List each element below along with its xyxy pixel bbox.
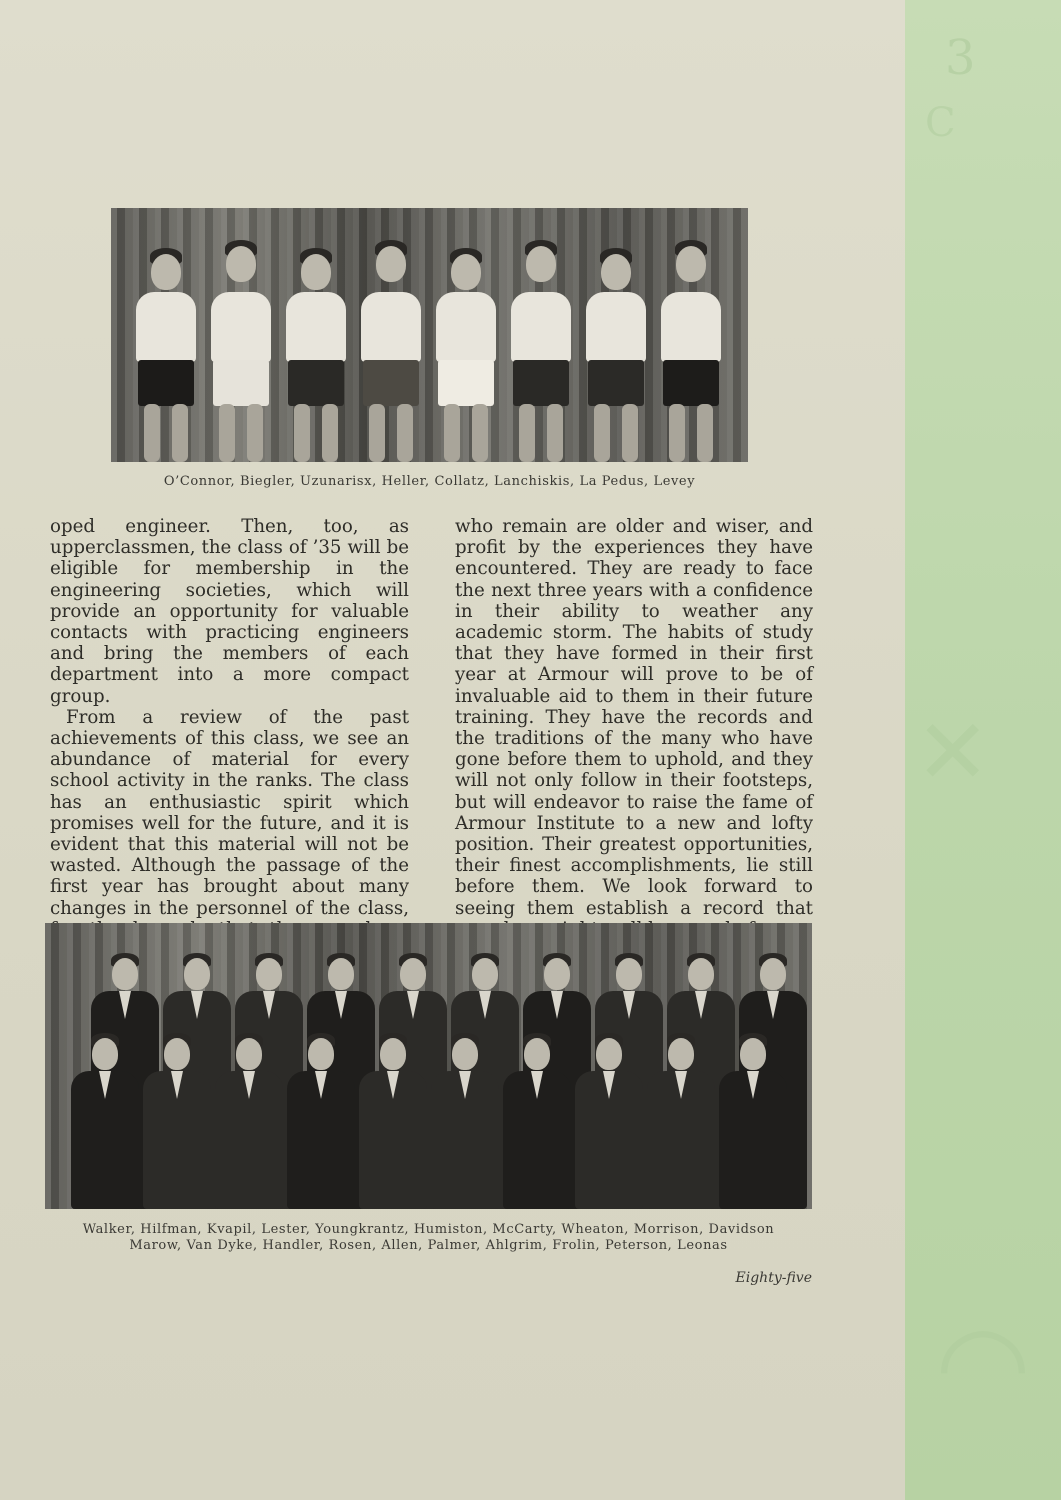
text-column-right xyxy=(455,516,813,940)
decorative-side-strip: 3 C ✕ ◠ xyxy=(905,0,1061,1500)
paragraph: From a review of the past achievements of this class, we see an abundance of material for every school activity in the ranks. The class has an enthusiastic spirit which promises well for the future, and it is evident that this material will not be wasted. Although the passage of the first year has brought about many changes in the personnel of the class, xyxy=(50,706,409,919)
caption-line-1: Walker, Hilfman, Kvapil, Lester, Youngkrantz, Humiston, McCarty, Wheaton, Morrison, Davidson xyxy=(82,1222,775,1237)
class-photo-bottom xyxy=(45,923,812,1209)
caption-line-2: Marow, Van Dyke, Handler, Rosen, Allen, Palmer, Ahlgrim, Frolin, Peterson, Leonas xyxy=(129,1238,728,1253)
page-number: Eighty-five xyxy=(735,1270,812,1286)
paragraph: who remain are older and wiser, and profit by the experiences they have encountered. They are ready to face the next three years with a confidence in their ability to weather any academic storm. The habits of study that they have formed in their first year at Armour will prove to be of invaluable aid to them in their future training. They have the records and the traditions of the many who have gone before them to uphold, and they will not only follow in their footsteps, but will endeavor to raise the fame of Armour Institute to a new and lofty position. Their greatest opportunities, their finest accomplishments, lie still before them. We look forward to seeing them establish a record that xyxy=(455,516,813,919)
top-photo-caption: O’Connor, Biegler, Uzunarisx, Heller, Collatz, Lanchiskis, La Pedus, Levey xyxy=(163,474,696,489)
paragraph: oped engineer. Then, too, as upperclassmen, the class of ’35 will be eligible for membership in the engineering societies, which will provide an opportunity for valuable contacts with practicing engineers and bring the members of each department into a more compact group. xyxy=(50,516,409,707)
bottom-photo-caption xyxy=(45,1222,812,1254)
text-column-left xyxy=(50,516,409,982)
team-photo-top xyxy=(111,208,748,462)
